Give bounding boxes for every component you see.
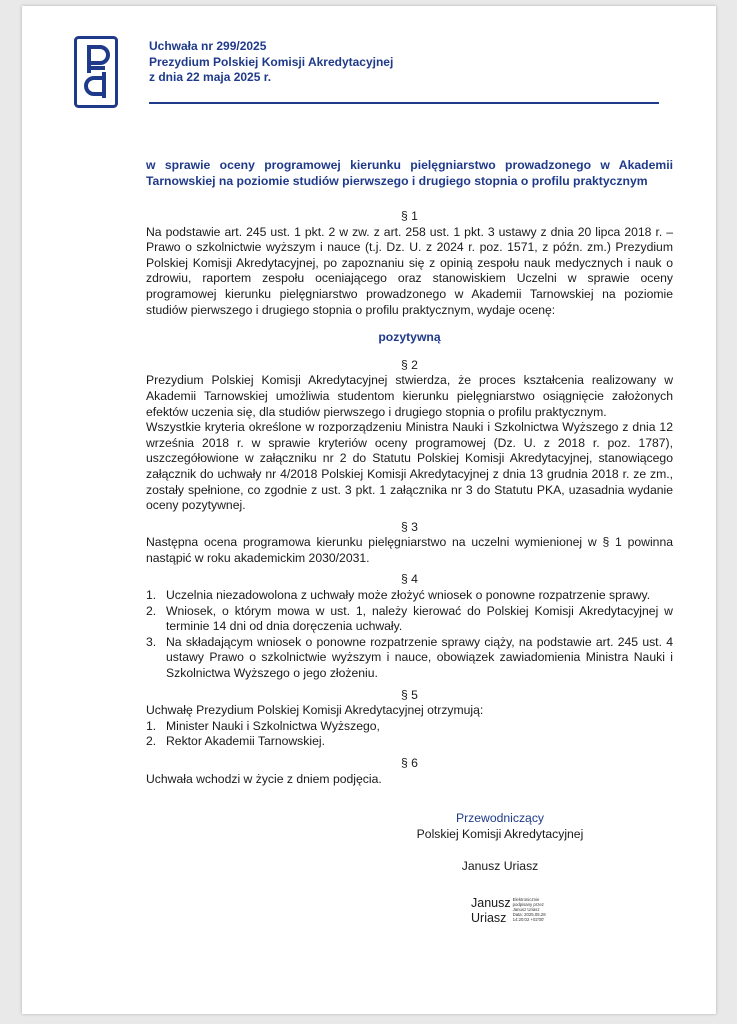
list-item: 1. Minister Nauki i Szkolnictwa Wyższego,	[146, 718, 380, 733]
esignature-first-name: Janusz	[471, 896, 511, 910]
pka-logo-icon	[74, 36, 118, 108]
section-4-heading: § 4	[401, 572, 418, 587]
resolution-header	[149, 39, 393, 86]
issuing-body: Prezydium Polskiej Komisji Akredytacyjnej	[149, 54, 394, 69]
signatory-role: Przewodniczący	[455, 811, 545, 825]
section-5-text: Uchwałę Prezydium Polskiej Komisji Akredytacyjnej otrzymują:	[146, 703, 484, 718]
esignature-last-name: Uriasz	[471, 911, 507, 925]
list-item: 3. Na składającym wniosek o ponowne rozpatrzenie sprawy ciąży, na podstawie art. 245 ust. 4 ustawy Prawo o szkolnictwie wyższym i nauce, obowiązek zawiadomienia Ministra Nauki i Szkolnictwa Wyższego o jego złożeniu.	[146, 634, 673, 681]
list-item: 2. Rektor Akademii Tarnowskiej.	[146, 734, 325, 749]
section-2-paragraph: Prezydium Polskiej Komisji Akredytacyjnej stwierdza, że proces kształcenia realizowany w Akademii Tarnowskiej umożliwia studentom kierunku pielęgniarstwo osiągnięcie założonych efektów uczenia się, dla studiów pierwszego i drugiego stopnia o profilu praktycznym.	[146, 373, 673, 419]
resolution-number: Uchwała nr 299/2025	[149, 39, 267, 53]
section-2-paragraph: Wszystkie kryteria określone w rozporządzeniu Ministra Nauki i Szkolnictwa Wyższego z dnia 12 września 2018 r. w sprawie kryteriów oceny programowej (Dz. U. z 2018 r. poz. 1787), uszczegółowione w załączniku nr 2 do Statutu Polskiej Komisji Akredytacyjnej, stanowiącego załącznik do uchwały nr 4/2018 Polskiej Komisji Akredytacyjnej z dnia 13 grudnia 2018 r. ze zm., zostały spełnione, co zgodnie z ust. 3 pkt. 1 załącznika nr 3 do Statutu PKA, uzasadnia wydanie oceny pozytywnej.	[146, 420, 673, 513]
section-5-list	[146, 719, 673, 750]
section-5-heading: § 5	[401, 687, 418, 702]
section-4-list	[146, 588, 673, 682]
signatory-organization: Polskiej Komisji Akredytacyjnej	[416, 827, 584, 841]
section-3-heading: § 3	[401, 519, 418, 534]
verdict: pozytywną	[378, 330, 441, 345]
resolution-title: w sprawie oceny programowej kierunku pielęgniarstwo prowadzonego w Akademii Tarnowskiej na poziomie studiów pierwszego i drugiego stopnia o profilu praktycznym	[146, 158, 673, 188]
list-item: 1. Uczelnia niezadowolona z uchwały może złożyć wniosek o ponowne rozpatrzenie sprawy.	[146, 588, 651, 603]
esignature-details: Elektronicznie podpisany przez Janusz Uriasz Data: 2025.05.28 14:20:02 +02'00'	[512, 897, 546, 922]
resolution-date: z dnia 22 maja 2025 r.	[149, 70, 272, 84]
section-6-heading: § 6	[401, 756, 418, 770]
section-3-text: Następna ocena programowa kierunku pielęgniarstwo na uczelni wymienionej w § 1 powinna nastąpić w roku akademickim 2030/2031.	[146, 535, 673, 565]
header-divider	[149, 102, 659, 104]
section-2-heading: § 2	[401, 357, 418, 372]
resolution-body	[146, 209, 673, 787]
section-1-text: Na podstawie art. 245 ust. 1 pkt. 2 w zw. z art. 258 ust. 1 pkt. 3 ustawy z dnia 20 lipca 2018 r. – Prawo o szkolnictwie wyższym i nauce (t.j. Dz. U. z 2024 r. poz. 1571, z późn. zm.) Prezydium Polskiej Komisji Akredytacyjnej, po zapoznaniu się z opinią zespołu nauk medycznych i nauk o zdrowiu, raportem zespołu oceniającego oraz stanowiskiem Uczelni w sprawie oceny programowej kierunku pielęgniarstwo prowadzonego w Akademii Tarnowskiej na poziomie studiów pierwszego i drugiego stopnia o profilu praktycznym, wydaje ocenę:	[146, 224, 673, 317]
section-1-heading: § 1	[401, 209, 418, 223]
document-page	[22, 6, 716, 1014]
signatory-name: Janusz Uriasz	[461, 859, 539, 873]
signature-block	[410, 810, 590, 874]
section-6-text: Uchwała wchodzi w życie z dniem podjęcia.	[146, 771, 382, 786]
electronic-signature	[471, 896, 546, 926]
list-item: 2. Wniosek, o którym mowa w ust. 1, należy kierować do Polskiej Komisji Akredytacyjnej w terminie 14 dni od dnia doręczenia uchwały.	[146, 603, 673, 634]
